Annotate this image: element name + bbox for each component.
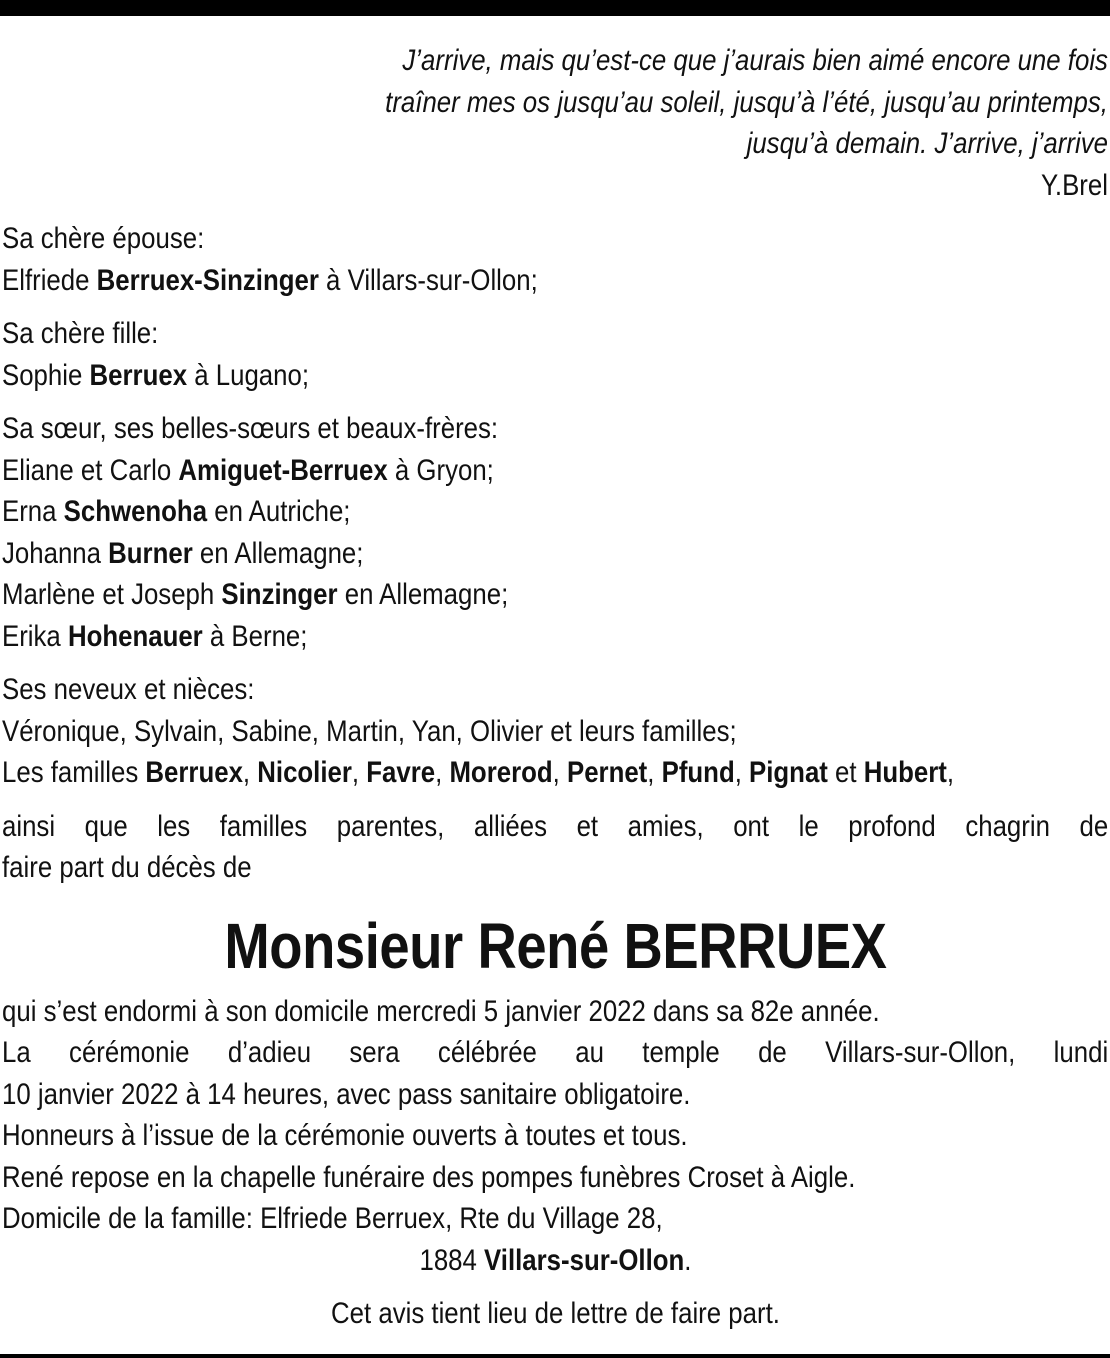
top-rule [0,0,1110,16]
announcement-line: faire part du décès de [2,851,252,884]
last-name: Berruex [89,358,188,392]
ceremony-details [2,991,1108,1282]
closing-note: Cet avis tient lieu de lettre de faire part. [330,1297,780,1330]
daughter-section [2,313,1108,396]
place: en Allemagne; [199,536,364,570]
last-name: Hohenauer [67,619,203,653]
family-name: Morerod [449,756,553,789]
details-line: René repose en la chapelle funéraire des pompes funèbres Croset à Aigle. [2,1160,856,1194]
nephews-section [2,669,1108,794]
family-address [3,1240,1106,1282]
quote-line: J’arrive, mais qu’est-ce que j’aurais bien aimé encore une fois [402,44,1109,77]
first-name: Marlène et Joseph [2,578,215,611]
place: à Villars-sur-Ollon; [326,263,538,297]
family-name: Pfund [661,756,735,789]
first-name: Sophie [2,358,83,392]
families-and: et [835,756,857,789]
family-member [2,450,1105,492]
family-member [2,574,1105,616]
family-name: Pignat [749,756,828,789]
last-name: Schwenoha [63,495,208,528]
family-name: Hubert [863,756,947,789]
family-name: Pernet [566,756,648,789]
last-name: Berruex-Sinzinger [96,263,319,297]
nephews-names: Véronique, Sylvain, Sabine, Martin, Yan, Olivier et leurs familles; [2,714,737,748]
quote-block [2,40,1108,206]
first-name: Elfriede [2,263,90,297]
first-name: Eliane et Carlo [2,453,172,487]
first-name: Erika [2,619,61,653]
deceased-name: Monsieur René BERRUEX [223,909,887,982]
family-name: Nicolier [257,756,352,789]
family-member [2,491,1105,533]
families-prefix: Les familles [2,756,139,789]
section-heading: Sa sœur, ses belles-sœurs et beaux-frères: [2,412,499,445]
last-name: Burner [108,536,193,570]
section-heading: Sa chère fille: [2,317,159,350]
details-line: qui s’est endormi à son domicile mercredi 5 janvier 2022 dans sa 82e année. [2,994,880,1028]
announcement [2,806,1108,889]
family-member [2,260,1105,302]
siblings-section [2,408,1108,657]
town: Villars-sur-Ollon [483,1243,684,1277]
families-list: Les familles Berruex, Nicolier, Favre, Morerod, Pernet, Pfund, Pignat et Hubert, [2,756,955,789]
announcement-line: ainsi que les familles parentes, alliées et amies, ont le profond chagrin de [2,809,1109,843]
section-heading: Sa chère épouse: [2,222,205,255]
details-line: La cérémonie d’adieu sera célébrée au temple de Villars-sur-Ollon, lundi [2,1036,1109,1069]
place: à Lugano; [194,358,310,392]
family-member [2,355,1105,397]
section-heading: Ses neveux et nièces: [2,673,255,706]
details-line: Honneurs à l’issue de la cérémonie ouverts à toutes et tous. [2,1119,688,1152]
obituary-notice [2,40,1108,1335]
last-name: Amiguet-Berruex [178,453,388,487]
spouse-section [2,218,1108,301]
families-end: , [946,756,955,789]
family-member [2,616,1105,658]
last-name: Sinzinger [221,578,338,611]
postcode: 1884 [419,1243,477,1277]
place: à Gryon; [394,453,494,487]
quote-author: Y.Brel [1041,168,1108,202]
place: à Berne; [209,619,308,653]
first-name: Erna [2,495,57,528]
quote-line: traîner mes os jusqu’au soleil, jusqu’à l’été, jusqu’au printemps, [385,85,1108,119]
town-end: . [683,1243,692,1277]
bottom-rule [0,1354,1110,1358]
first-name: Johanna [2,536,101,570]
details-line: 10 janvier 2022 à 14 heures, avec pass sanitaire obligatoire. [2,1077,691,1111]
place: en Allemagne; [344,578,509,611]
family-member [2,533,1105,575]
place: en Autriche; [214,495,351,528]
details-line: Domicile de la famille: Elfriede Berruex, Rte du Village 28, [2,1202,663,1235]
family-name: Berruex [145,756,243,789]
quote-line: jusqu’à demain. J’arrive, j’arrive [746,127,1108,160]
family-name: Favre [366,756,436,789]
